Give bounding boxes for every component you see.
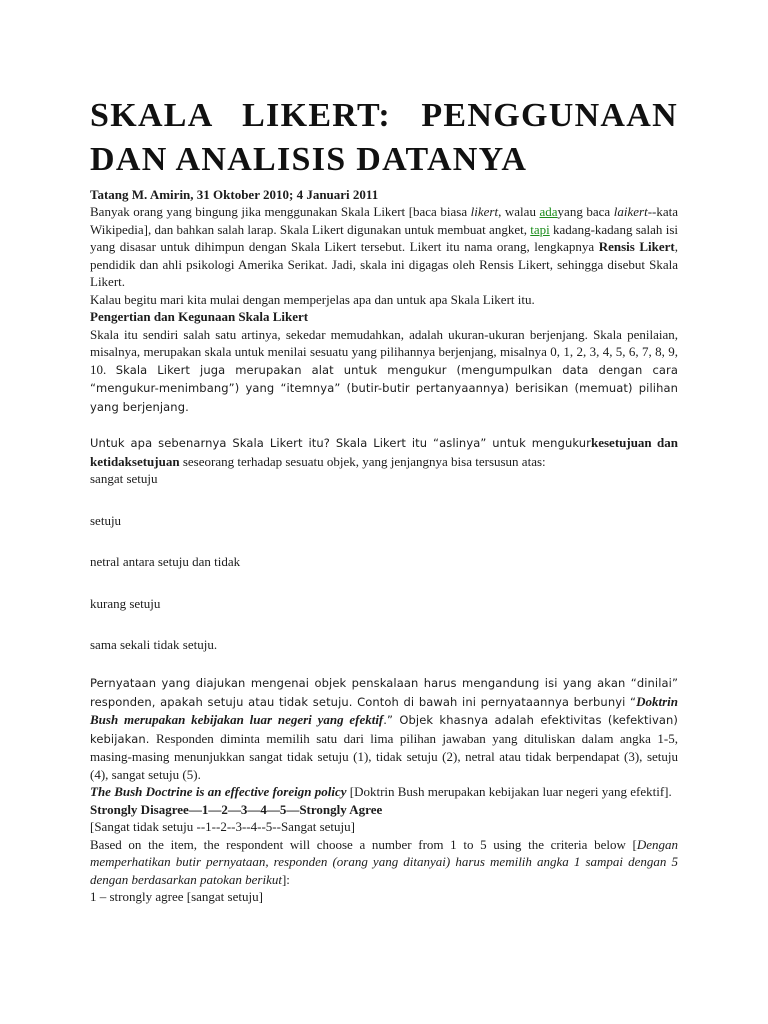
paragraph-purpose: Untuk apa sebenarnya Skala Likert itu? Skala Likert itu “aslinya” untuk mengukurkesetujuan dan ketidaksetujuan seseorang terhadap sesuatu objek, yang jenjangnya bisa tersusun atas: [90, 435, 678, 469]
paragraph-definition: Skala itu sendiri salah satu artinya, sekedar memudahkan, adalah ukuran-ukuran berjenjang. Skala penilaian, misalnya, merupakan skala untuk menilai sesuatu yang pilihannya berjenjang, misalnya 0, 1, 2, 3, 4, 5, 6, 7, 8, 9, 10. Skala Likert juga merupakan alat untuk mengukur (mengumpulkan data dengan cara “mengukur-menimbang”) yang “itemnya” (butir-butir pertanyaannya) berisikan (memuat) pilihan yang berjenjang. [90, 326, 678, 414]
byline: Tatang M. Amirin, 31 Oktober 2010; 4 Januari 2011 [90, 187, 379, 202]
list-item: sama sekali tidak setuju. [90, 637, 218, 652]
intro-paragraph: Banyak orang yang bingung jika menggunakan Skala Likert [baca biasa likert, walau adayang baca laikert--kata Wikipedia], dan bahkan salah larap. Skala Likert digunakan untuk membuat angket, tapi kadang-kadang salah isi yang disasar untuk dihimpun dengan Skala Likert tersebut. Likert itu nama orang, lengkapnya Rensis Likert, pendidik dan ahli psikologi Amerika Serikat. Jadi, skala ini digagas oleh Rensis Likert, sehingga disebut Skala Likert. [90, 204, 678, 289]
list-item: netral antara setuju dan tidak [90, 554, 241, 569]
scale-options-list [90, 470, 678, 674]
link-tapi[interactable]: tapi [530, 221, 550, 237]
list-item: setuju [90, 512, 122, 528]
article [90, 94, 678, 906]
paragraph-criteria: Based on the item, the respondent will choose a number from 1 to 5 using the criteria below [Dengan memperhatikan butir pernyataan, responden (orang yang ditanyai) harus memilih angka 1 sampai dengan 5 dengan berdasarkan patokan berikut]: [90, 836, 678, 887]
paragraph-example: The Bush Doctrine is an effective foreign policy [Doktrin Bush merupakan kebijakan luar negeri yang efektif]. [90, 784, 672, 799]
criteria-item-1: 1 – strongly agree [sangat setuju] [90, 889, 263, 904]
list-item: kurang setuju [90, 595, 161, 611]
paragraph-statement: Pernyataan yang diajukan mengenai objek penskalaan harus mengandung isi yang akan “dinilai” responden, apakah setuju atau tidak setuju. Contoh di bawah ini pernyataannya berbunyi “Doktrin Bush merupakan kebijakan luar negeri yang efektif.” Objek khasnya adalah efektivitas (kefektivan) kebijakan. Responden diminta memilih satu dari lima pilihan jawaban yang dituliskan dalam angka 1-5, masing-masing menunjukkan sangat tidak setuju (1), tidak setuju (2), netral atau tidak berpendapat (3), setuju (4), sangat setuju (5). [90, 676, 678, 782]
section-heading: Pengertian dan Kegunaan Skala Likert [90, 309, 309, 324]
paragraph-start: Kalau begitu mari kita mulai dengan memperjelas apa dan untuk apa Skala Likert itu. [90, 291, 535, 307]
link-ada[interactable]: ada [539, 204, 558, 219]
page-title: SKALA LIKERT: PENGGUNAAN DAN ANALISIS DATANYA [90, 97, 678, 178]
scale-indonesian: [Sangat tidak setuju --1--2--3--4--5--Sangat setuju] [90, 819, 355, 834]
scale-english: Strongly Disagree—1—2—3—4—5—Strongly Agree [90, 801, 383, 817]
list-item: sangat setuju [90, 471, 158, 486]
